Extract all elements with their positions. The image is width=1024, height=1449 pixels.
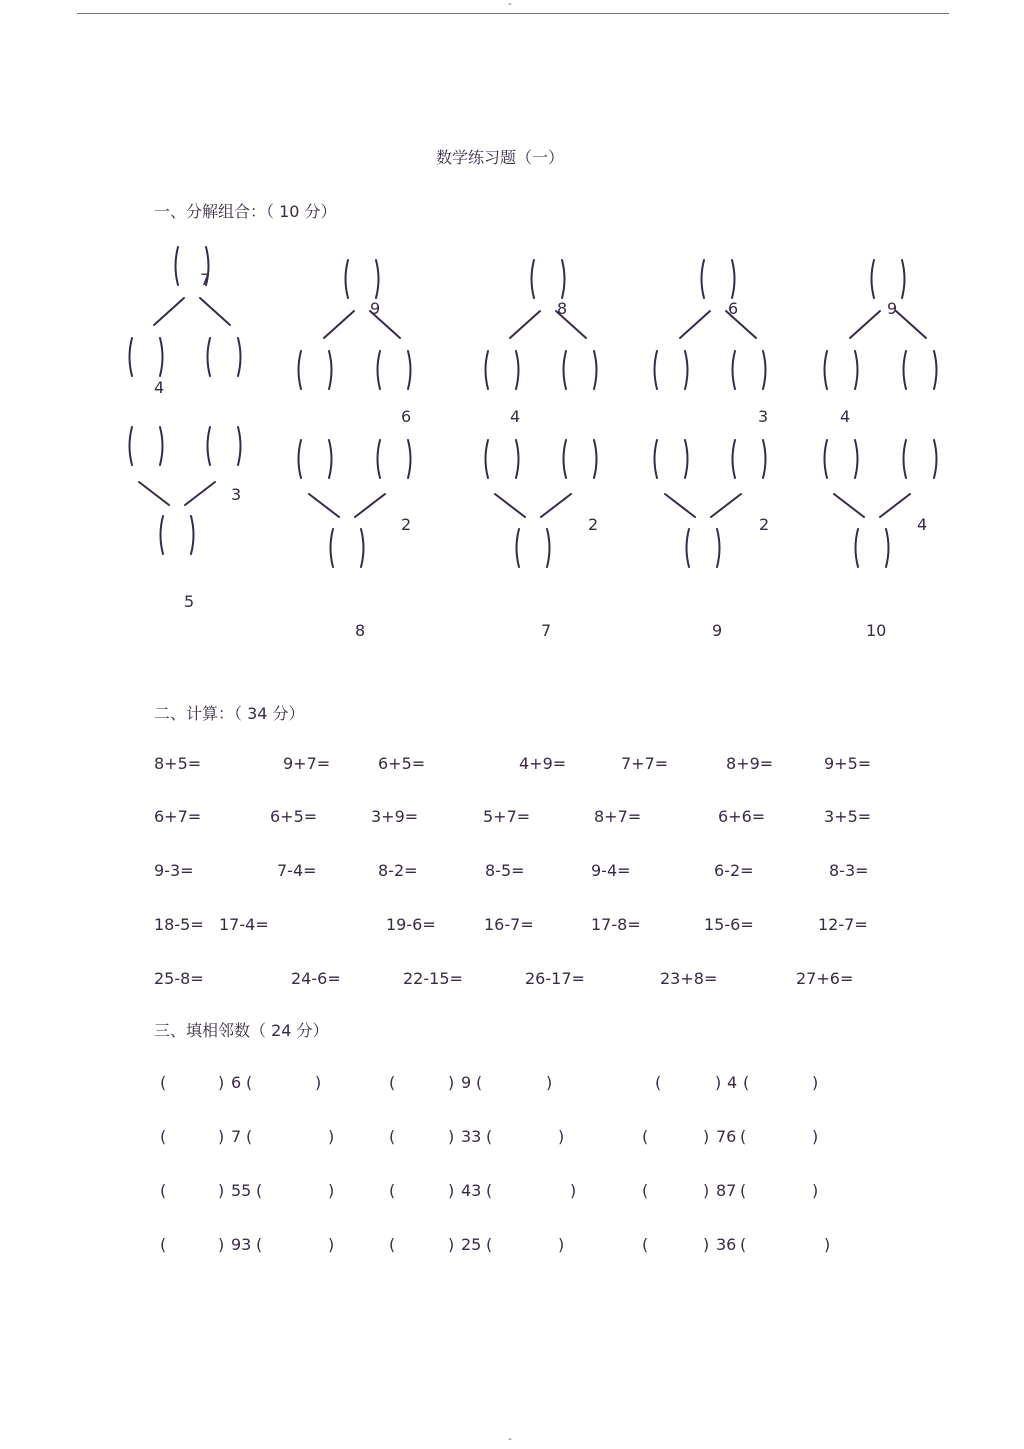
decompose-total: 9 <box>370 299 381 318</box>
answer-blank-close: ) <box>328 1127 335 1146</box>
given-number: 9 <box>461 1073 472 1092</box>
section2-heading: 二、计算：（ 34 分） <box>154 704 305 723</box>
answer-bracket[interactable] <box>687 529 720 567</box>
calc-problem: 6+5= <box>270 807 318 826</box>
decompose-total: 8 <box>557 299 568 318</box>
calc-problem: 6+7= <box>154 807 202 826</box>
calc-problem: 8+7= <box>594 807 642 826</box>
calc-problem: 8-2= <box>378 861 418 880</box>
given-number: 7 <box>231 1127 242 1146</box>
answer-bracket[interactable] <box>733 440 766 478</box>
answer-blank-open[interactable]: ( <box>246 1127 253 1146</box>
calc-problem: 6+6= <box>718 807 766 826</box>
answer-blank-close: ) <box>218 1127 225 1146</box>
calc-problem: 6+5= <box>378 754 426 773</box>
answer-bracket[interactable] <box>161 516 194 554</box>
answer-blank-close: ) <box>328 1235 335 1254</box>
given-number: 93 <box>231 1235 252 1254</box>
answer-blank-close: ) <box>703 1127 710 1146</box>
branch-line <box>154 298 184 325</box>
calc-problem: 8+5= <box>154 754 202 773</box>
answer-blank-open[interactable]: ( <box>160 1235 167 1254</box>
branch-line <box>139 482 169 505</box>
calc-problem: 12-7= <box>818 915 868 934</box>
given-number: 33 <box>461 1127 482 1146</box>
branch-line <box>510 311 540 338</box>
answer-blank-open[interactable]: ( <box>389 1181 396 1200</box>
answer-blank-close: ) <box>558 1127 565 1146</box>
branch-line <box>896 311 926 338</box>
branch-line <box>495 494 525 517</box>
answer-blank-close: ) <box>448 1181 455 1200</box>
answer-blank-close: ) <box>715 1073 722 1092</box>
branch-line <box>541 494 571 517</box>
answer-blank-close: ) <box>570 1181 577 1200</box>
answer-blank-open[interactable]: ( <box>740 1181 747 1200</box>
compose-total: 9 <box>712 621 723 640</box>
answer-blank-close: ) <box>703 1181 710 1200</box>
calc-problem: 6-2= <box>714 861 754 880</box>
answer-blank-close: ) <box>812 1073 819 1092</box>
answer-blank-open[interactable]: ( <box>389 1235 396 1254</box>
calc-problem: 27+6= <box>796 969 854 988</box>
answer-blank-open[interactable]: ( <box>389 1073 396 1092</box>
decompose-part: 4 <box>154 378 165 397</box>
answer-blank-open[interactable]: ( <box>740 1235 747 1254</box>
given-number: 87 <box>716 1181 737 1200</box>
section1-heading: 一、分解组合：（ 10 分） <box>154 202 337 221</box>
answer-blank-open[interactable]: ( <box>256 1235 263 1254</box>
calc-problem: 18-5= <box>154 915 204 934</box>
answer-blank-close: ) <box>812 1181 819 1200</box>
answer-blank-open[interactable]: ( <box>642 1181 649 1200</box>
compose-part: 2 <box>759 515 770 534</box>
answer-bracket[interactable] <box>486 351 519 389</box>
answer-blank-open[interactable]: ( <box>743 1073 750 1092</box>
calc-problem: 22-15= <box>403 969 463 988</box>
answer-blank-close: ) <box>448 1235 455 1254</box>
answer-bracket[interactable] <box>825 351 858 389</box>
answer-bracket[interactable] <box>655 351 688 389</box>
compose-total: 10 <box>866 621 887 640</box>
branch-line <box>680 311 710 338</box>
given-number: 6 <box>231 1073 242 1092</box>
answer-bracket[interactable] <box>733 351 766 389</box>
decompose-part: 4 <box>510 407 521 426</box>
compose-part: 2 <box>588 515 599 534</box>
decompose-total: 6 <box>728 299 739 318</box>
branch-line <box>355 494 385 517</box>
answer-blank-close: ) <box>448 1127 455 1146</box>
given-number: 55 <box>231 1181 252 1200</box>
branch-line <box>711 494 741 517</box>
answer-blank-close: ) <box>218 1073 225 1092</box>
answer-blank-open[interactable]: ( <box>476 1073 483 1092</box>
branch-line <box>200 298 230 325</box>
bottom-marker: - <box>508 1432 512 1445</box>
calc-problem: 19-6= <box>386 915 436 934</box>
answer-bracket[interactable] <box>564 351 597 389</box>
calc-problem: 9-4= <box>591 861 631 880</box>
answer-blank-open[interactable]: ( <box>389 1127 396 1146</box>
decompose-total: 7 <box>200 270 211 289</box>
calc-problem: 23+8= <box>660 969 718 988</box>
calc-problem: 7-4= <box>277 861 317 880</box>
answer-blank-open[interactable]: ( <box>655 1073 662 1092</box>
answer-blank-open[interactable]: ( <box>642 1235 649 1254</box>
answer-blank-close: ) <box>315 1073 322 1092</box>
calc-problem: 26-17= <box>525 969 585 988</box>
decompose-part: 3 <box>758 407 769 426</box>
compose-total: 5 <box>184 592 195 611</box>
answer-bracket[interactable] <box>564 440 597 478</box>
top-marker: - <box>508 0 512 10</box>
answer-blank-open[interactable]: ( <box>486 1181 493 1200</box>
compose-total: 7 <box>541 621 552 640</box>
branch-line <box>834 494 864 517</box>
answer-bracket[interactable] <box>872 260 905 298</box>
answer-bracket[interactable] <box>378 440 411 478</box>
answer-bracket[interactable] <box>130 338 163 376</box>
answer-bracket[interactable] <box>378 351 411 389</box>
calc-problem: 8-5= <box>485 861 525 880</box>
calc-problem: 15-6= <box>704 915 754 934</box>
calc-problem: 5+7= <box>483 807 531 826</box>
answer-bracket[interactable] <box>486 440 519 478</box>
branch-line <box>324 311 354 338</box>
given-number: 4 <box>727 1073 738 1092</box>
branch-line <box>185 482 215 505</box>
compose-part: 4 <box>917 515 928 534</box>
answer-bracket[interactable] <box>856 529 889 567</box>
answer-blank-close: ) <box>218 1181 225 1200</box>
compose-total: 8 <box>355 621 366 640</box>
answer-blank-close: ) <box>812 1127 819 1146</box>
branch-line <box>665 494 695 517</box>
answer-blank-open[interactable]: ( <box>160 1181 167 1200</box>
calc-problem: 24-6= <box>291 969 341 988</box>
calc-problem: 3+9= <box>371 807 419 826</box>
calc-problem: 9+7= <box>283 754 331 773</box>
answer-bracket[interactable] <box>904 351 937 389</box>
given-number: 43 <box>461 1181 482 1200</box>
answer-bracket[interactable] <box>208 427 241 465</box>
calc-problem: 16-7= <box>484 915 534 934</box>
answer-bracket[interactable] <box>517 529 550 567</box>
answer-blank-close: ) <box>703 1235 710 1254</box>
answer-blank-close: ) <box>558 1235 565 1254</box>
given-number: 25 <box>461 1235 482 1254</box>
answer-blank-open[interactable]: ( <box>740 1127 747 1146</box>
answer-blank-close: ) <box>546 1073 553 1092</box>
answer-bracket[interactable] <box>825 440 858 478</box>
answer-bracket[interactable] <box>331 529 364 567</box>
calc-problem: 25-8= <box>154 969 204 988</box>
branch-line <box>850 311 880 338</box>
answer-blank-open[interactable]: ( <box>642 1127 649 1146</box>
compose-part: 3 <box>231 485 242 504</box>
answer-blank-open[interactable]: ( <box>160 1127 167 1146</box>
answer-blank-open[interactable]: ( <box>486 1235 493 1254</box>
branch-line <box>309 494 339 517</box>
answer-bracket[interactable] <box>208 338 241 376</box>
answer-bracket[interactable] <box>532 260 565 298</box>
answer-blank-close: ) <box>448 1073 455 1092</box>
given-number: 76 <box>716 1127 737 1146</box>
calc-problem: 8-3= <box>829 861 869 880</box>
answer-blank-open[interactable]: ( <box>246 1073 253 1092</box>
decompose-part: 6 <box>401 407 412 426</box>
calc-problem: 9-3= <box>154 861 194 880</box>
answer-blank-close: ) <box>328 1181 335 1200</box>
answer-bracket[interactable] <box>904 440 937 478</box>
calc-problem: 17-4= <box>219 915 269 934</box>
decompose-part: 4 <box>840 407 851 426</box>
answer-blank-open[interactable]: ( <box>486 1127 493 1146</box>
calc-problem: 3+5= <box>824 807 872 826</box>
answer-blank-close: ) <box>824 1235 831 1254</box>
calc-problem: 7+7= <box>621 754 669 773</box>
calc-problem: 9+5= <box>824 754 872 773</box>
answer-blank-open[interactable]: ( <box>160 1073 167 1092</box>
answer-bracket[interactable] <box>655 440 688 478</box>
answer-bracket[interactable] <box>299 351 332 389</box>
answer-bracket[interactable] <box>702 260 735 298</box>
answer-blank-open[interactable]: ( <box>256 1181 263 1200</box>
branch-line <box>880 494 910 517</box>
page-title: 数学练习题（一） <box>436 148 565 167</box>
answer-bracket[interactable] <box>130 427 163 465</box>
answer-blank-close: ) <box>218 1235 225 1254</box>
calc-problem: 17-8= <box>591 915 641 934</box>
section3-heading: 三、填相邻数（ 24 分） <box>154 1021 329 1040</box>
given-number: 36 <box>716 1235 737 1254</box>
answer-bracket[interactable] <box>346 260 379 298</box>
compose-part: 2 <box>401 515 412 534</box>
answer-bracket[interactable] <box>299 440 332 478</box>
decomposition-trees <box>0 0 1024 700</box>
calc-problem: 4+9= <box>519 754 567 773</box>
calc-problem: 8+9= <box>726 754 774 773</box>
decompose-total: 9 <box>887 299 898 318</box>
